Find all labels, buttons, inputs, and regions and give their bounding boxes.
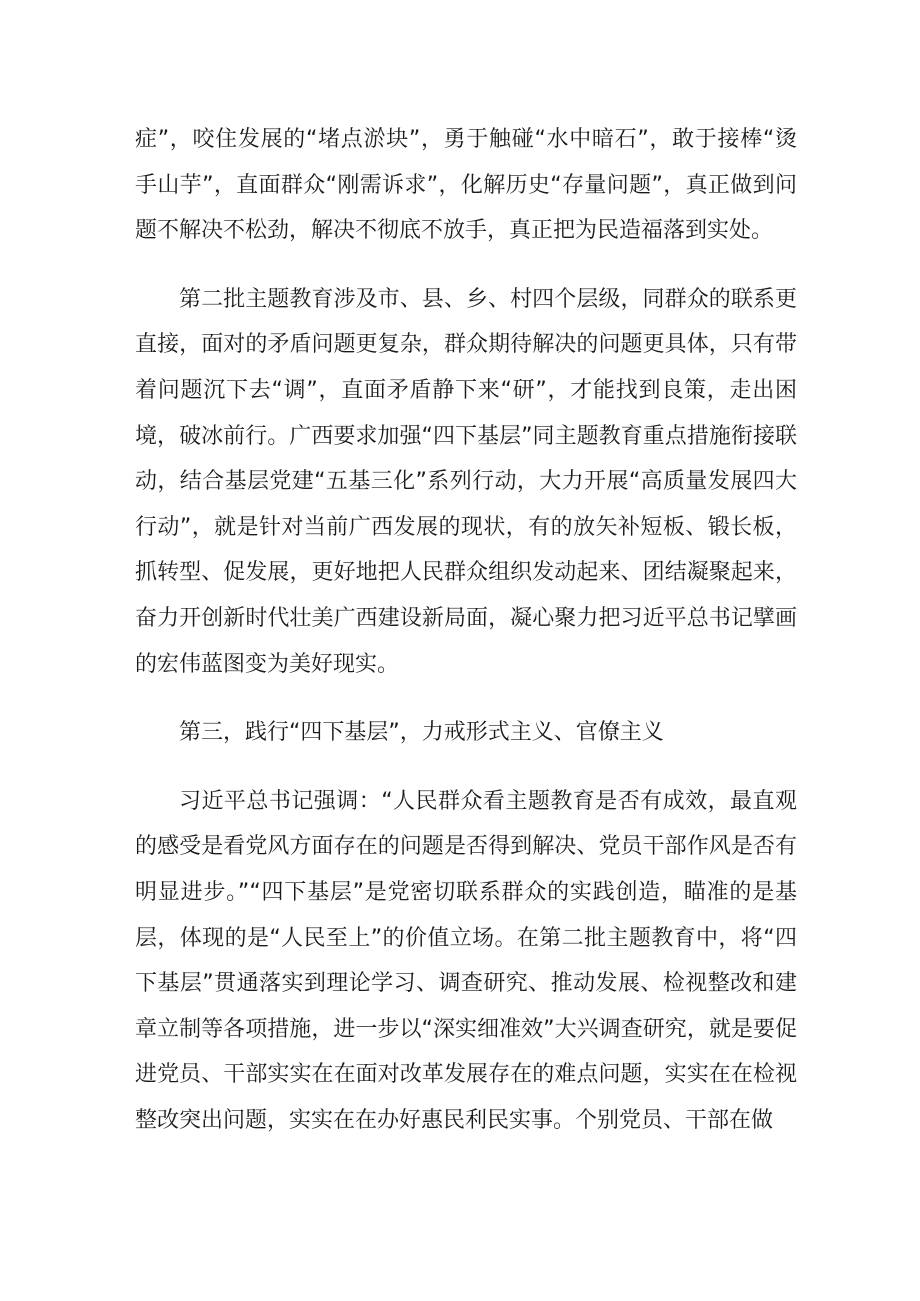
paragraph-xi-emphasis: 习近平总书记强调：“人民群众看主题教育是否有成效，最直观的感受是看党风方面存在的问题是否得到解决、党员干部作风是否有明显进步。”“四下基层”是党密切联系群众的实践创造，瞄准的是基层，体现的是“人民至上”的价值立场。在第二批主题教育中，将“四下基层”贯通落实到理论学习、调查研究、推动发展、检视整改和建章立制等各项措施，进一步以“深实细准效”大兴调查研究，就是要促进党员、干部实实在在面对改革发展存在的难点问题，实实在在检视整改突出问题，实实在在办好惠民利民实事。个别党员、干部在做 [135, 788, 797, 1133]
paragraph-continuation: 症”，咬住发展的“堵点淤块”，勇于触碰“水中暗石”，敢于接棒“烫手山芋”，直面群众“刚需诉求”，化解历史“存量问题”，真正做到问题不解决不松劲，解决不彻底不放手，真正把为民造福落到实处。 [135, 127, 797, 244]
paragraph-second-batch: 第二批主题教育涉及市、县、乡、村四个层级，同群众的联系更直接，面对的矛盾问题更复杂，群众期待解决的问题更具体，只有带着问题沉下去“调”，直面矛盾静下来“研”，才能找到良策，走出困境，破冰前行。广西要求加强“四下基层”同主题教育重点措施衔接联动，结合基层党建“五基三化”系列行动，大力开展“高质量发展四大行动”，就是针对当前广西发展的现状，有的放矢补短板、锻长板，抓转型、促发展，更好地把人民群众组织发动起来、团结凝聚起来，奋力开创新时代壮美广西建设新局面，凝心聚力把习近平总书记擘画的宏伟蓝图变为美好现实。 [135, 286, 797, 677]
section-heading-third: 第三，践行“四下基层”，力戒形式主义、官僚主义 [179, 720, 664, 746]
document-body [135, 117, 797, 1143]
